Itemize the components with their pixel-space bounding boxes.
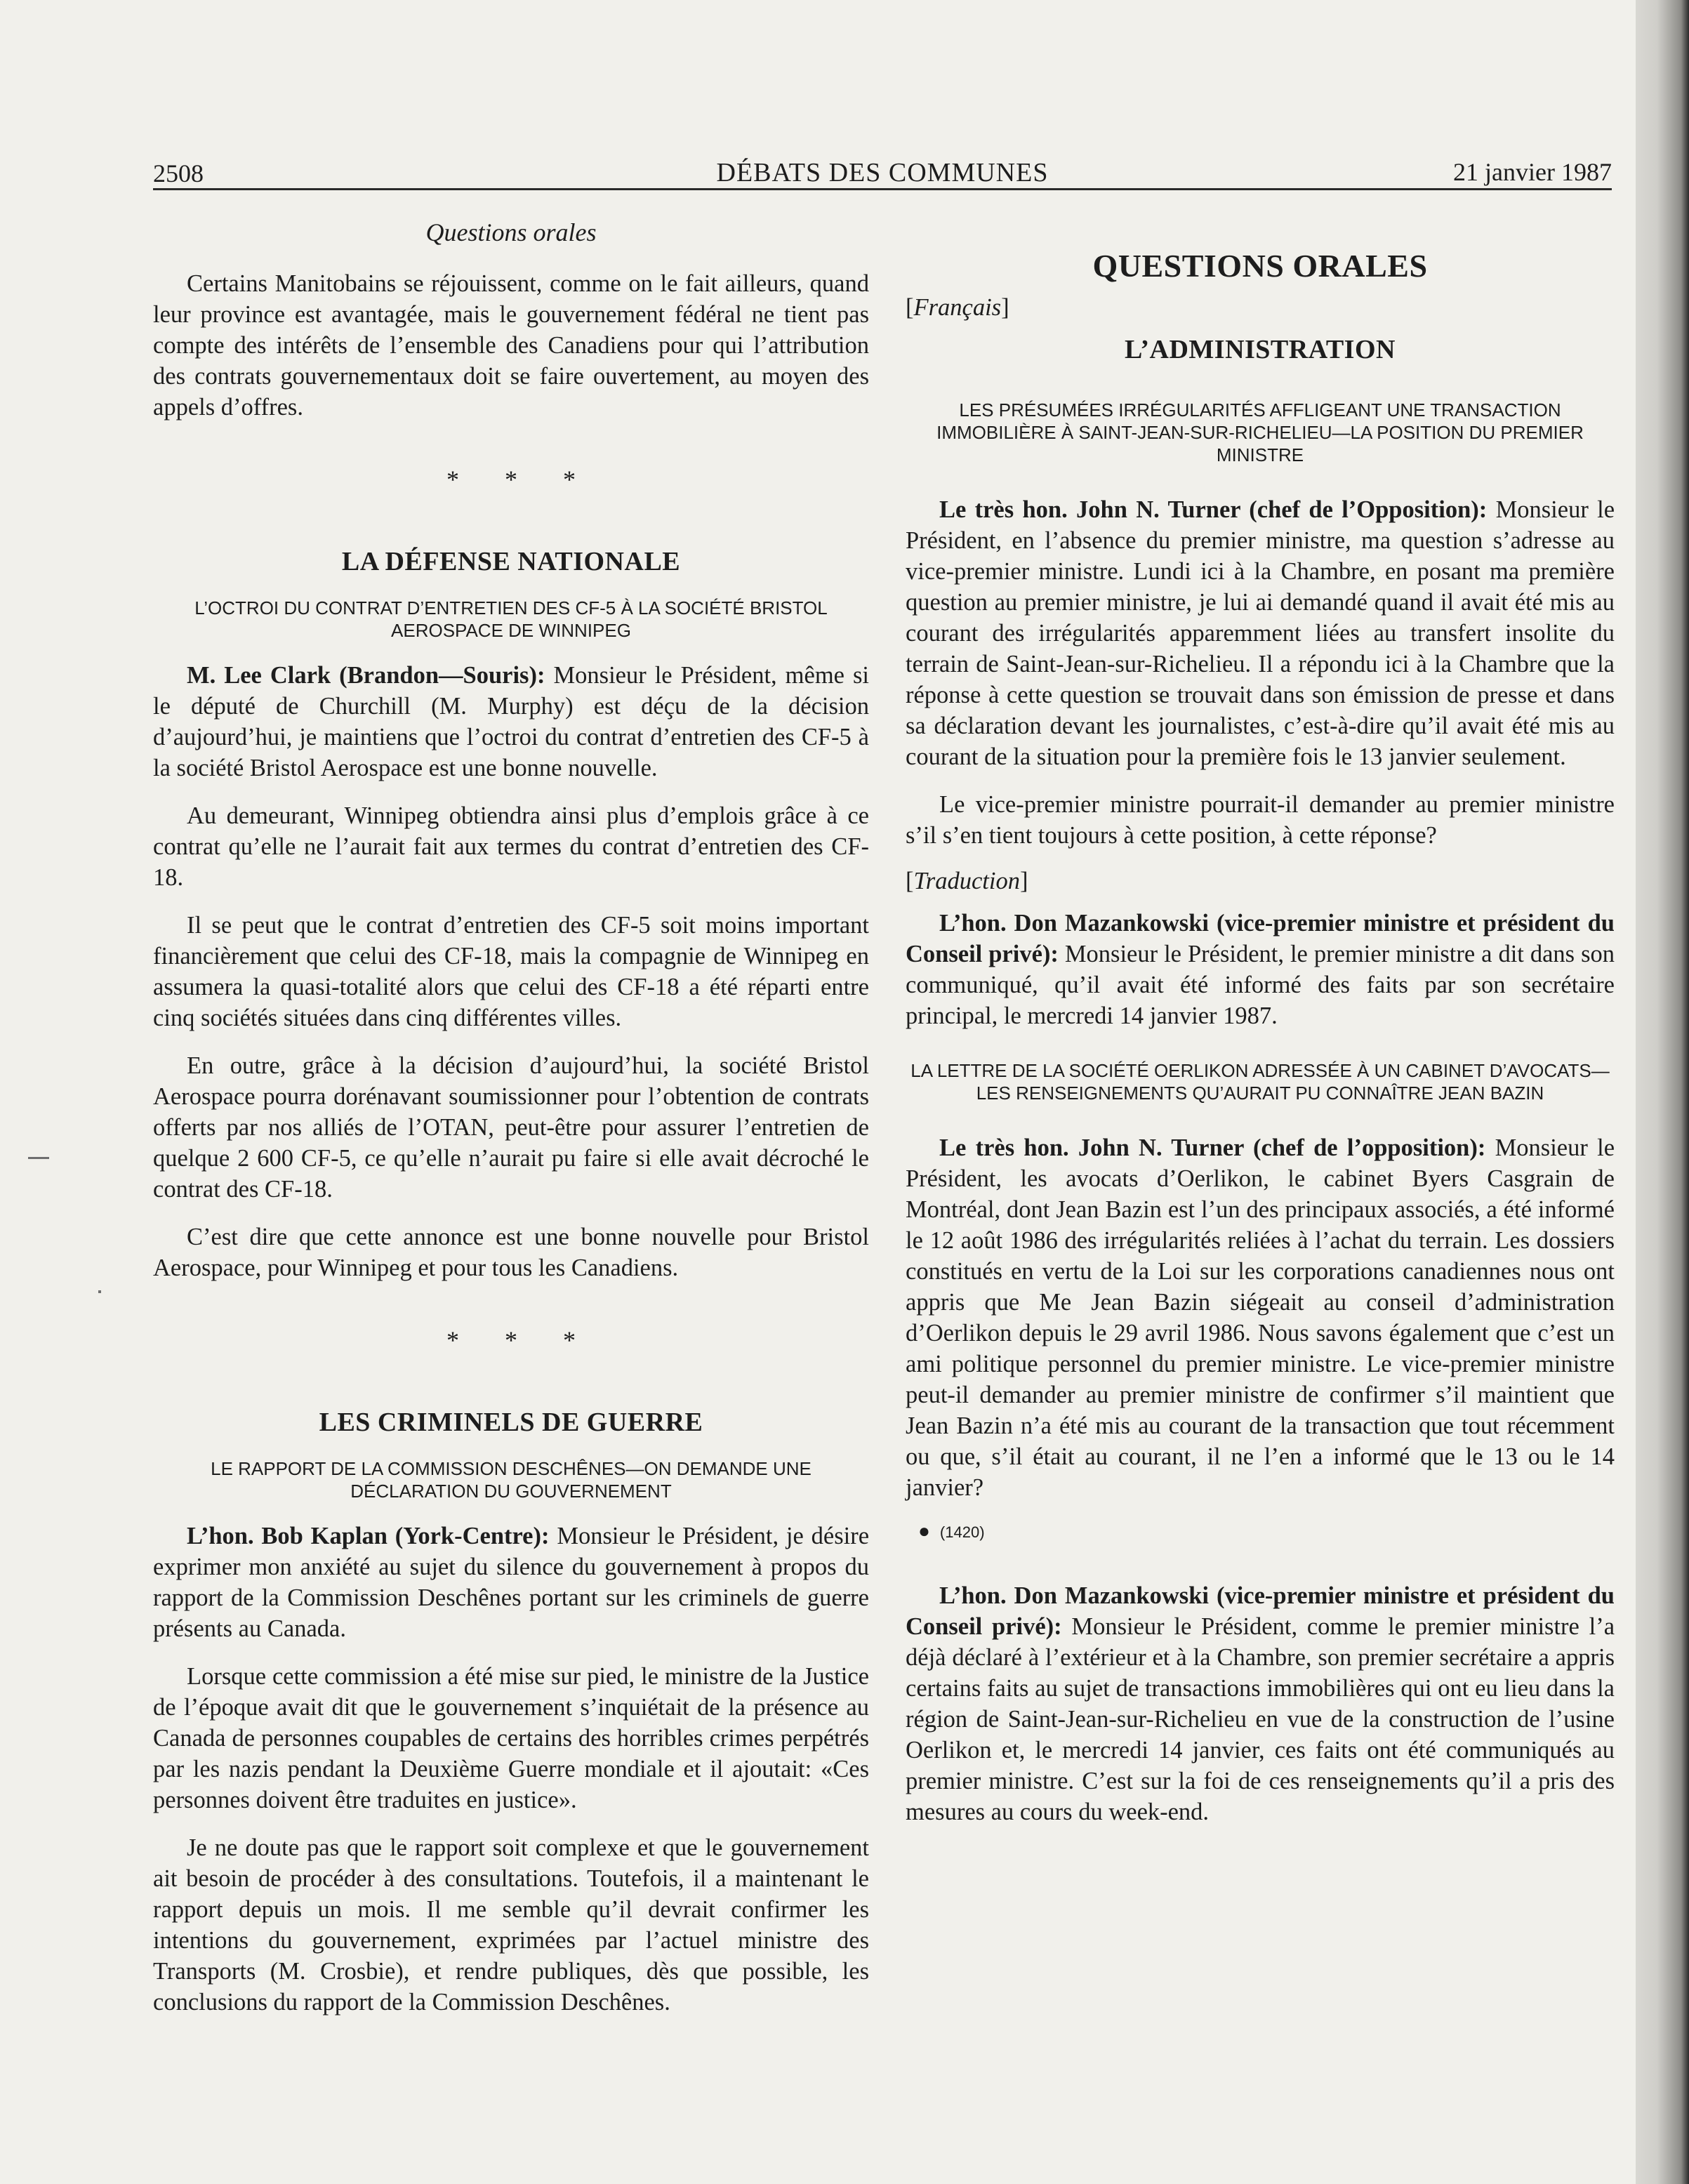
page-number: 2508 [153, 159, 204, 187]
speech-paragraph [906, 908, 1615, 1031]
language-label: Traduction [913, 868, 1020, 894]
speech-paragraph: Le vice-premier ministre pourrait-il demander au premier ministre s’il s’en tient toujours à cette position, à cette réponse? [906, 791, 1615, 849]
speaker-name: Le très hon. John N. Turner (chef de l’opposition): [939, 1134, 1486, 1161]
page-edge-shadow [1636, 0, 1689, 2184]
speech-paragraph: C’est dire que cette annonce est une bonne nouvelle pour Bristol Aerospace, pour Winnipeg et pour tous les Canadiens. [153, 1224, 869, 1281]
speech-paragraph: Lorsque cette commission a été mise sur pied, le ministre de la Justice de l’époque avait dit que le gouvernement s’inquiétait de la présence au Canada de personnes coupables de certains des horribles crimes perpétrés par les nazis pendant la Deuxième Guerre mondiale et il ajoutait: «Ces personnes doivent être traduites en justice». [153, 1663, 869, 1813]
speech-paragraph [153, 1521, 869, 1644]
speech-text: Monsieur le Président, les avocats d’Oerlikon, le cabinet Byers Casgrain de Montréal, dont Jean Bazin est l’un des principaux associés, a été informé le 12 août 1986 des irrégularités reliées à l’achat du terrain. Les dossiers constitués en vertu de la Loi sur les corporations canadiennes nous ont appris que Me Jean Bazin siégeait au conseil d’administration d’Oerlikon depuis le 29 avril 1986. Nous savons également que c’est un ami politique personnel du premier ministre. Le vice-premier ministre peut-il demander au premier ministre de confirmer s’il maintient que Jean Bazin n’a été mis au courant de la transaction que tout récemment ou que, s’il était au courant, il ne l’en a informé que le 13 ou le 14 janvier? [906, 1134, 1615, 1501]
speaker-name: M. Lee Clark (Brandon—Souris): [187, 662, 545, 689]
speech-paragraph [906, 1580, 1615, 1827]
subheading-transaction: LES PRÉSUMÉES IRRÉGULARITÉS AFFLIGEANT UNE TRANSACTION IMMOBILIÈRE À SAINT-JEAN-SUR-RICHELIEU—LA POSITION DU PREMIER MINISTRE [936, 399, 1584, 465]
subheading-war-criminals: LE RAPPORT DE LA COMMISSION DESCHÊNES—ON DEMANDE UNE DÉCLARATION DU GOUVERNEMENT [211, 1458, 812, 1502]
speech-paragraph [906, 494, 1615, 772]
speech-paragraph: Il se peut que le contrat d’entretien des CF-5 soit moins important financièrement que celui des CF-18, mais la compagnie de Winnipeg en assumera la quasi-totalité alors que celui des CF-18 a été réparti entre cinq sociétés situées dans cinq différentes villes. [153, 912, 869, 1031]
section-heading-defense: LA DÉFENSE NATIONALE [341, 547, 681, 576]
speech-paragraph: Au demeurant, Winnipeg obtiendra ainsi plus d’emplois grâce à ce contrat qu’elle ne l’aurait fait aux termes du contrat d’entretien des CF-18. [153, 802, 869, 891]
section-separator: * * * [446, 465, 595, 494]
publication-title: DÉBATS DES COMMUNES [716, 158, 1049, 187]
section-heading-admin: L’ADMINISTRATION [1125, 335, 1396, 364]
intro-paragraph: Certains Manitobains se réjouissent, comme on le fait ailleurs, quand leur province est avantagée, mais le gouvernement fédéral ne tient pas compte des intérêts de l’ensemble des Canadiens pour qui l’attribution des contrats gouvernementaux doit se faire ouvertement, au moyen des appels d’offres. [153, 270, 869, 421]
margin-mark [98, 1290, 101, 1293]
margin-mark [28, 1157, 49, 1159]
speaker-name: L’hon. Bob Kaplan (York-Centre): [187, 1523, 550, 1549]
speech-text: Monsieur le Président, même si le député de Churchill (M. Murphy) est déçu de la décision d’aujourd’hui, je maintiens que l’octroi du contrat d’entretien des CF-5 à la société Bristol Aerospace est une bonne nouvelle. [153, 662, 870, 781]
speaker-name: Le très hon. John N. Turner (chef de l’Opposition): [939, 496, 1488, 523]
speech-text: Monsieur le Président, comme le premier ministre l’a déjà déclaré à l’extérieur et à la Chambre, son premier secrétaire a appris certains faits au sujet de transactions immobilières qui ont eu lieu dans la région de Saint-Jean-sur-Richelieu en vue de la construction de l’usine Oerlikon et, le mercredi 14 janvier, ces faits ont été communiqués au premier ministre. C’est sur la foi de ces renseignements qu’il a pris des mesures au cours du week-end. [906, 1613, 1615, 1825]
running-head: Questions orales [425, 218, 597, 246]
bullet-icon: ● [918, 1520, 930, 1542]
page-header [153, 156, 1612, 190]
speech-paragraph [906, 1132, 1615, 1503]
section-heading-war-criminals: LES CRIMINELS DE GUERRE [319, 1408, 703, 1437]
right-column [906, 211, 1615, 1844]
speech-text: Monsieur le Président, en l’absence du premier ministre, ma question s’adresse au vice-premier ministre. Lundi ici à la Chambre, en posant ma première question au premier ministre, je lui ai demandé quand il avait été mis au courant des irrégularités apparemment liées au transfert insolite du terrain de Saint-Jean-sur-Richelieu. Il a répondu ici à la Chambre que la réponse à cette question se trouvait dans son émission de presse et dans sa déclaration devant les journalistes, c’est-à-dire qu’il avait été mis au courant de la situation pour la première fois le 13 janvier seulement. [906, 496, 1615, 770]
speech-paragraph: En outre, grâce à la décision d’aujourd’hui, la société Bristol Aerospace pourra dorénavant soumissionner pour l’obtention de contrats offerts par nos alliés de l’OTAN, peut-être pour assurer l’entretien de quelque 2 600 CF-5, ce qu’elle n’aurait pu faire si elle avait décroché le contrat des CF-18. [153, 1052, 869, 1203]
left-column [153, 211, 869, 2034]
timestamp [918, 1520, 1615, 1542]
language-marker: [Français] [906, 294, 1009, 321]
speaker-name: L’hon. Don Mazankowski (vice-premier ministre et président du Conseil privé): [906, 1582, 1615, 1640]
subheading-defense: L’OCTROI DU CONTRAT D’ENTRETIEN DES CF-5 À LA SOCIÉTÉ BRISTOL AEROSPACE DE WINNIPEG [194, 597, 828, 641]
speech-text: Monsieur le Président, le premier ministre a dit dans son communiqué, qu’il avait été informé des faits par son secrétaire principal, le mercredi 14 janvier 1987. [906, 941, 1615, 1029]
issue-date: 21 janvier 1987 [1453, 158, 1612, 186]
speaker-name: L’hon. Don Mazankowski (vice-premier ministre et président du Conseil privé): [906, 910, 1615, 967]
speech-paragraph: Je ne doute pas que le rapport soit complexe et que le gouvernement ait besoin de procéder à des consultations. Toutefois, il a maintenant le rapport depuis un mois. Il me semble qu’il devrait confirmer les intentions du gouvernement, exprimées par l’actuel ministre des Transports (M. Crosbie), et rendre publiques, dès que possible, les conclusions du rapport de la Commission Deschênes. [153, 1834, 869, 2016]
timestamp-value: (1420) [939, 1523, 985, 1541]
language-marker: [Traduction] [906, 868, 1028, 894]
main-heading: QUESTIONS ORALES [1092, 248, 1428, 284]
subheading-oerlikon: LA LETTRE DE LA SOCIÉTÉ OERLIKON ADRESSÉE À UN CABINET D’AVOCATS—LES RENSEIGNEMENTS QU’AURAIT PU CONNAÎTRE JEAN BAZIN [910, 1060, 1610, 1104]
section-separator: * * * [446, 1326, 595, 1354]
speech-paragraph [153, 660, 869, 783]
speech-text: Monsieur le Président, je désire exprimer mon anxiété au sujet du silence du gouvernement à propos du rapport de la Commission Deschênes portant sur les criminels de guerre présents au Canada. [153, 1523, 870, 1642]
language-label: Français [913, 294, 1002, 321]
